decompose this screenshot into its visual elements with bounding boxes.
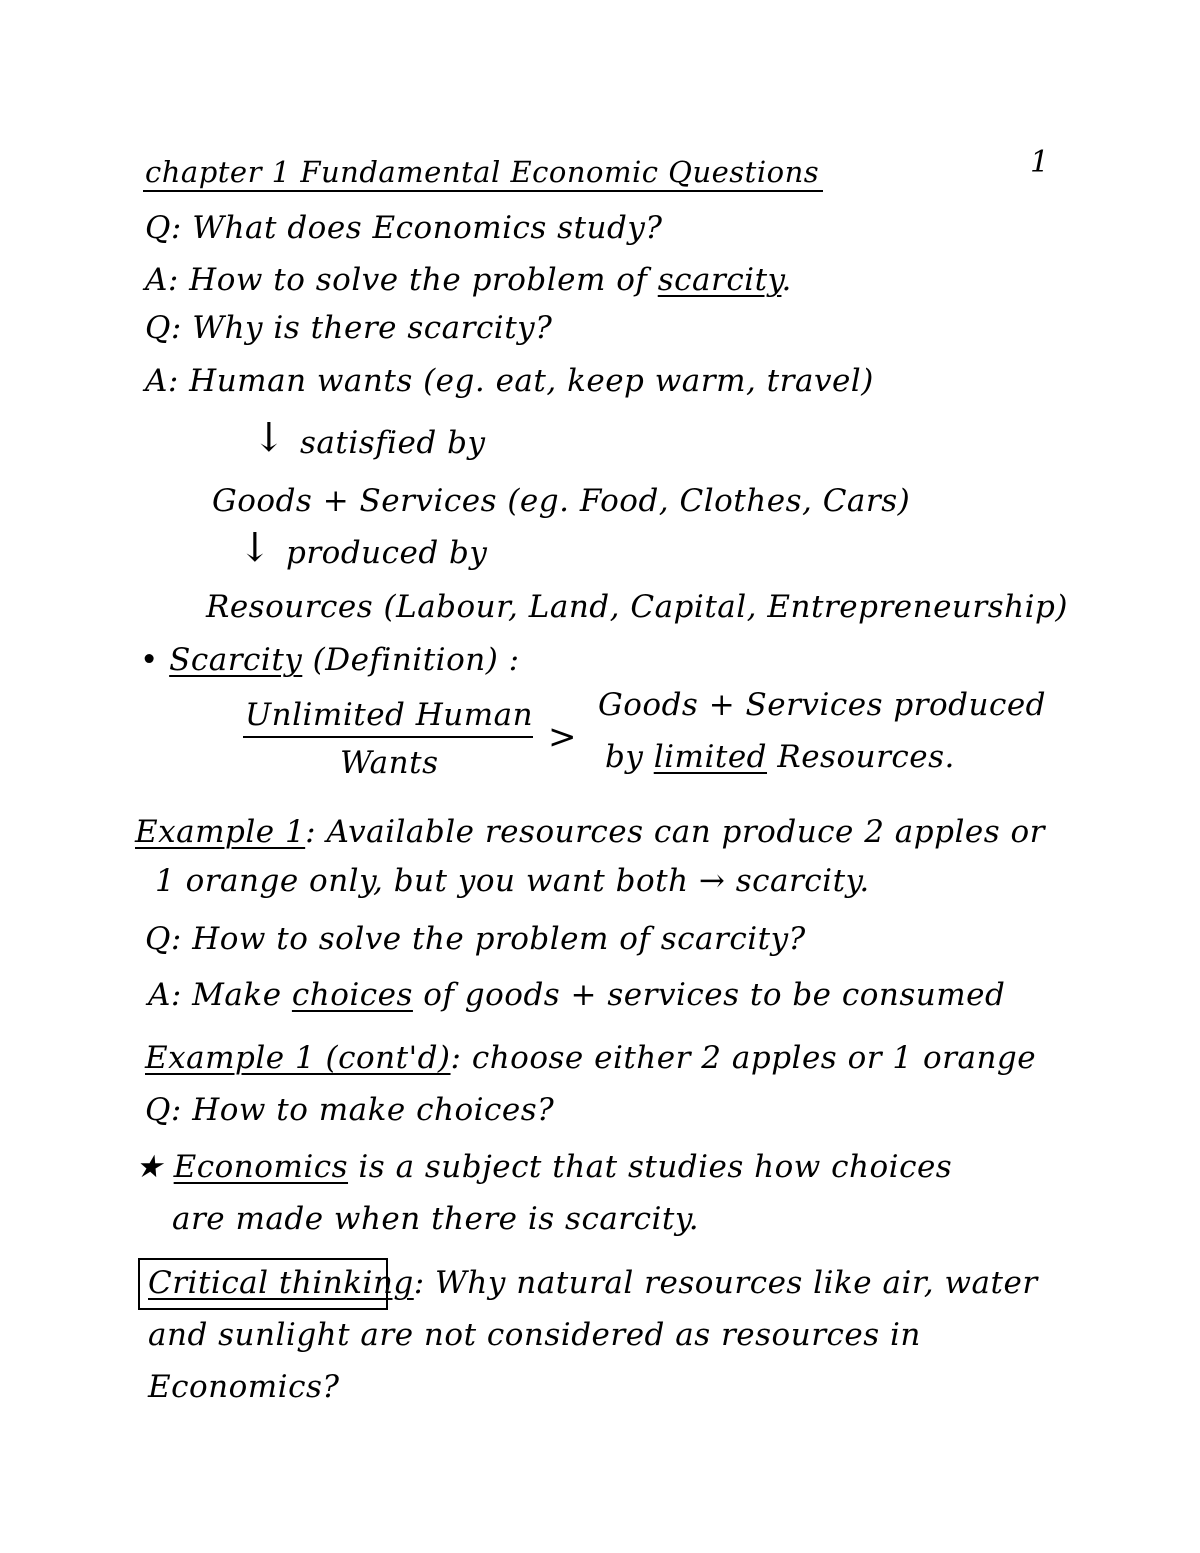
answer-2: A: Human wants (eg. eat, keep warm, travel) [145, 363, 874, 399]
key-statement-line-2: are made when there is scarcity. [172, 1201, 700, 1237]
key-statement-text: is a subject that studies how choices [348, 1149, 953, 1185]
answer-1-prefix: A: How to solve the problem of [145, 262, 658, 298]
definition-left-line-2: Wants [340, 745, 439, 781]
satisfied-by-label: satisfied by [300, 425, 486, 461]
greater-than-sign: > [548, 717, 577, 757]
answer-3 [148, 977, 1006, 1013]
example-1-continued-label: Example 1 (cont'd) [145, 1040, 451, 1076]
question-1: Q: What does Economics study? [145, 210, 663, 246]
bullet: • [140, 642, 170, 678]
critical-thinking [148, 1265, 1038, 1301]
answer-1 [145, 262, 792, 298]
answer-3-prefix: A: Make [148, 977, 292, 1013]
answer-1-term: scarcity [657, 262, 782, 298]
produced-by-label: produced by [286, 535, 488, 571]
question-3: Q: How to solve the problem of scarcity? [145, 921, 806, 957]
definition-by: by [605, 739, 654, 775]
answer-1-suffix: . [781, 262, 792, 298]
star-icon: ★ [135, 1149, 174, 1185]
page-number: 1 [1030, 145, 1050, 180]
critical-thinking-text: : Why natural resources like air, water [413, 1265, 1038, 1301]
definition-right-line-1: Goods + Services produced [598, 687, 1047, 723]
fraction-bar [243, 736, 533, 738]
title-underline [143, 190, 823, 192]
example-1-text: : Available resources can produce 2 apples or [305, 814, 1045, 850]
definition-suffix: (Definition) : [302, 642, 520, 678]
chapter-title: chapter 1 Fundamental Economic Questions [145, 155, 820, 189]
definition-left-line-1: Unlimited Human [245, 697, 534, 733]
critical-thinking-line-2: and sunlight are not considered as resources in [148, 1317, 921, 1353]
example-1-continued [145, 1040, 1037, 1076]
choices-term: choices [291, 977, 413, 1013]
resources-line: Resources (Labour, Land, Capital, Entrepreneurship) [206, 589, 1068, 625]
example-1-continued-text: : choose either 2 apples or 1 orange [450, 1040, 1037, 1076]
definition-right-line-2 [605, 739, 955, 775]
scarcity-term: Scarcity [169, 642, 303, 678]
example-1-label: Example 1 [135, 814, 306, 850]
answer-3-suffix: of goods + services to be consumed [412, 977, 1006, 1013]
example-1-line-2: 1 orange only, but you want both → scarcity. [155, 863, 870, 899]
limited-term: limited [653, 739, 768, 775]
example-1 [135, 814, 1045, 850]
key-statement [135, 1149, 953, 1185]
question-4: Q: How to make choices? [145, 1092, 555, 1128]
definition-resources: Resources. [767, 739, 955, 775]
down-arrow-icon: ↓ [238, 525, 272, 571]
critical-thinking-label: Critical thinking [148, 1265, 414, 1301]
critical-thinking-line-3: Economics? [148, 1369, 340, 1405]
economics-term: Economics [173, 1149, 349, 1185]
question-2: Q: Why is there scarcity? [145, 310, 553, 346]
down-arrow-icon: ↓ [252, 415, 286, 461]
scarcity-definition-heading [140, 642, 520, 678]
goods-services-line: Goods + Services (eg. Food, Clothes, Cars) [212, 483, 911, 519]
